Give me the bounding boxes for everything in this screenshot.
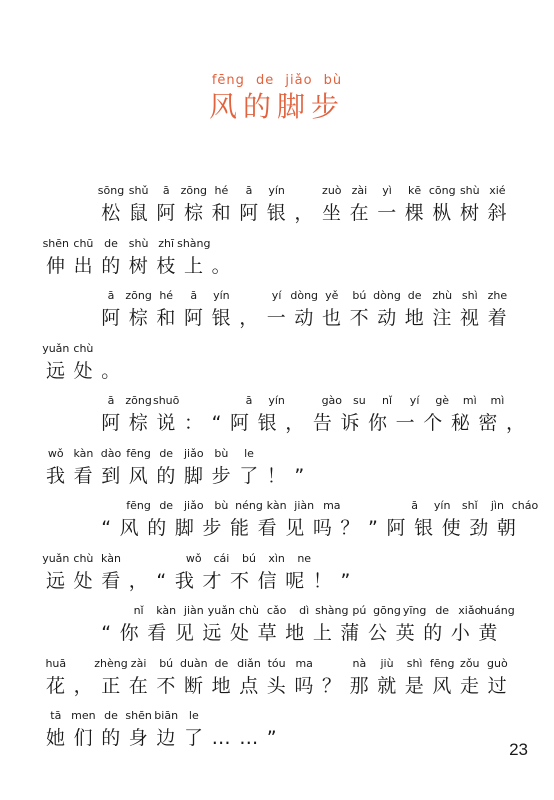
pinyin-syllable: dì xyxy=(299,604,310,617)
pinyin-row xyxy=(0,446,554,462)
pinyin-syllable: shǐ xyxy=(461,499,478,512)
text-line xyxy=(0,603,554,649)
pinyin-syllable: jiàn xyxy=(294,499,315,512)
pinyin-syllable: de xyxy=(104,236,118,250)
pinyin-row xyxy=(0,498,554,514)
hanzi-text: 松鼠阿棕和阿银，坐在一棵枞树斜 xyxy=(101,202,516,224)
pinyin-syllable: chū xyxy=(73,236,94,250)
pinyin-syllable: bú xyxy=(159,656,174,670)
pinyin-syllable: shàng xyxy=(177,236,211,250)
pinyin-syllable: xiǎo xyxy=(458,604,482,617)
text-line xyxy=(0,236,554,282)
text-line xyxy=(0,551,554,597)
pinyin-syllable: nǐ xyxy=(381,394,393,407)
pinyin-syllable: dòng xyxy=(290,289,319,302)
pinyin-syllable: ne xyxy=(297,551,312,565)
pinyin-syllable: pú xyxy=(352,604,367,617)
text-line xyxy=(0,183,554,229)
pinyin-row xyxy=(0,183,554,199)
pinyin-syllable: de xyxy=(435,604,450,617)
pinyin-syllable: le xyxy=(244,446,254,460)
hanzi-text: 伸出的树枝上。 xyxy=(46,254,240,277)
pinyin-syllable: chù xyxy=(239,604,259,617)
pinyin-syllable: cháo xyxy=(511,499,539,512)
pinyin-syllable: mì xyxy=(490,394,505,407)
pinyin-syllable: xìn xyxy=(268,551,285,565)
pinyin-syllable: ā xyxy=(411,499,418,512)
pinyin-syllable: nà xyxy=(352,656,367,670)
pinyin-syllable: kàn xyxy=(156,604,177,617)
pinyin-syllable: ā xyxy=(162,184,170,197)
pinyin-syllable: zōng xyxy=(125,289,152,302)
pinyin-syllable: shǔ xyxy=(128,184,149,197)
pinyin-syllable: dào xyxy=(100,446,122,460)
pinyin-syllable: su xyxy=(353,394,366,407)
pinyin-syllable: yín xyxy=(268,394,285,407)
pinyin-syllable: jiù xyxy=(380,656,394,670)
pinyin-syllable: yuǎn xyxy=(42,551,70,565)
text-line xyxy=(0,708,554,754)
hanzi-text: 阿棕和阿银，一动也不动地注视着 xyxy=(101,307,516,329)
pinyin-syllable: fēng xyxy=(126,499,151,512)
pinyin-syllable: zōng xyxy=(180,184,208,197)
pinyin-syllable: yě xyxy=(325,289,339,302)
pinyin-syllable: cái xyxy=(213,551,230,565)
text-line xyxy=(0,498,554,544)
pinyin-syllable: bú xyxy=(242,551,256,565)
pinyin-syllable: jiǎo xyxy=(184,499,204,512)
pinyin-syllable: nǐ xyxy=(133,604,144,617)
text-line xyxy=(0,393,554,439)
pinyin-syllable: ma xyxy=(323,499,341,512)
pinyin-syllable: kàn xyxy=(266,499,287,512)
hanzi-text: “风的脚步能看见吗？”阿银使劲朝 xyxy=(101,517,525,539)
pinyin-syllable: dòng xyxy=(373,289,401,302)
pinyin-syllable: shù xyxy=(128,236,149,250)
pinyin-syllable: gào xyxy=(321,394,343,407)
pinyin-syllable: cōng xyxy=(428,184,456,197)
pinyin-syllable: jiàn xyxy=(183,604,204,617)
pinyin-syllable: shēn xyxy=(125,709,152,722)
hanzi-text: 远处。 xyxy=(46,359,129,382)
pinyin-syllable: yí xyxy=(271,289,282,302)
pinyin-syllable: jìn xyxy=(490,499,504,512)
pinyin-syllable: ā xyxy=(190,289,198,302)
pinyin-syllable: kàn xyxy=(73,446,94,460)
pinyin-syllable: wǒ xyxy=(185,551,202,565)
pinyin-syllable: zǒu xyxy=(460,656,480,670)
pinyin-syllable: ā xyxy=(107,289,115,302)
pinyin-syllable: kàn xyxy=(101,551,121,565)
pinyin-syllable: biān xyxy=(154,709,179,722)
story-title: 风的脚步 xyxy=(208,90,345,123)
pinyin-syllable: yín xyxy=(433,499,451,512)
pinyin-syllable: shì xyxy=(461,289,478,302)
hanzi-text: 我看到风的脚步了！” xyxy=(46,464,313,487)
text-line xyxy=(0,446,554,492)
pinyin-syllable: néng xyxy=(235,499,263,512)
pinyin-syllable: mì xyxy=(462,394,477,407)
pinyin-syllable: gè xyxy=(435,394,450,407)
pinyin-row xyxy=(0,603,554,619)
pinyin-syllable: yì xyxy=(382,184,392,197)
pinyin-row xyxy=(0,708,554,724)
pinyin-syllable: shàng xyxy=(315,604,349,617)
pinyin-syllable: chù xyxy=(73,551,94,565)
pinyin-syllable: ma xyxy=(295,656,313,670)
pinyin-syllable: yín xyxy=(268,184,285,197)
pinyin-syllable: hé xyxy=(159,289,174,302)
pinyin-syllable: ā xyxy=(245,184,253,197)
pinyin-syllable: men xyxy=(71,709,96,722)
pinyin-syllable: jiǎo xyxy=(184,446,204,460)
pinyin-syllable: de xyxy=(214,656,229,670)
pinyin-syllable: gōng xyxy=(373,604,401,617)
pinyin-syllable: zōng xyxy=(125,394,152,407)
pinyin-syllable: le xyxy=(188,709,199,722)
pinyin-syllable: zài xyxy=(351,184,368,197)
pinyin-row xyxy=(0,236,554,252)
pinyin-syllable: shēn xyxy=(42,236,70,250)
pinyin-syllable: yí xyxy=(409,394,420,407)
pinyin-syllable: fēng xyxy=(126,446,151,460)
pinyin-syllable: de xyxy=(159,499,174,512)
pinyin-syllable: hé xyxy=(214,184,229,197)
pinyin-row xyxy=(0,551,554,567)
pinyin-syllable: shuō xyxy=(152,394,180,407)
pinyin-syllable: huáng xyxy=(480,604,515,617)
pinyin-syllable: yín xyxy=(213,289,230,302)
pinyin-syllable: sōng xyxy=(97,184,125,197)
pinyin-syllable: tā xyxy=(50,709,62,722)
pinyin-syllable: bù xyxy=(214,499,229,512)
pinyin-syllable: yuǎn xyxy=(207,604,235,617)
pinyin-syllable: ā xyxy=(107,394,115,407)
pinyin-syllable: fēng xyxy=(429,656,455,670)
page-number: 23 xyxy=(509,740,528,759)
pinyin-syllable: duàn xyxy=(179,656,208,670)
hanzi-text: 远处看，“我才不信呢！” xyxy=(46,569,359,592)
pinyin-syllable: zhù xyxy=(432,289,453,302)
pinyin-syllable: tóu xyxy=(267,656,286,670)
pinyin-syllable: cǎo xyxy=(266,604,287,617)
pinyin-syllable: xié xyxy=(489,184,506,197)
text-line xyxy=(0,288,554,334)
hanzi-text: 她们的身边了……” xyxy=(46,727,286,749)
pinyin-syllable: bú xyxy=(352,289,367,302)
pinyin-row xyxy=(0,288,554,304)
pinyin-syllable: zhèng xyxy=(94,656,128,670)
pinyin-syllable: shì xyxy=(406,656,423,670)
text-line xyxy=(0,656,554,702)
hanzi-text: 阿棕说：“阿银，告诉你一个秘密， xyxy=(101,412,534,434)
pinyin-syllable: zhī xyxy=(158,236,175,250)
pinyin-syllable: chù xyxy=(73,341,94,355)
pinyin-syllable: zài xyxy=(130,656,147,670)
pinyin-syllable: wǒ xyxy=(47,446,64,460)
pinyin-syllable: yīng xyxy=(402,604,427,617)
story-title-block xyxy=(0,72,554,124)
pinyin-syllable: bù xyxy=(214,446,229,460)
pinyin-syllable: de xyxy=(104,709,118,722)
pinyin-syllable: shù xyxy=(459,184,480,197)
pinyin-syllable: zuò xyxy=(322,184,342,197)
text-line xyxy=(0,341,554,387)
pinyin-syllable: kē xyxy=(408,184,422,197)
pinyin-row xyxy=(0,656,554,672)
pinyin-syllable: de xyxy=(407,289,422,302)
pinyin-syllable: diǎn xyxy=(237,656,261,670)
hanzi-text: “你看见远处草地上蒲公英的小黄 xyxy=(101,622,507,644)
pinyin-syllable: guò xyxy=(487,656,508,670)
pinyin-syllable: yuǎn xyxy=(42,341,70,355)
pinyin-row xyxy=(0,341,554,357)
pinyin-syllable: zhe xyxy=(487,289,508,302)
pinyin-syllable: ā xyxy=(245,394,253,407)
hanzi-text: 花，正在不断地点头吗？那就是风走过 xyxy=(46,674,516,697)
pinyin-row xyxy=(0,393,554,409)
title-pinyin: fēng de jiǎo bù xyxy=(211,73,343,88)
pinyin-syllable: de xyxy=(159,446,174,460)
pinyin-syllable: huā xyxy=(45,656,67,670)
